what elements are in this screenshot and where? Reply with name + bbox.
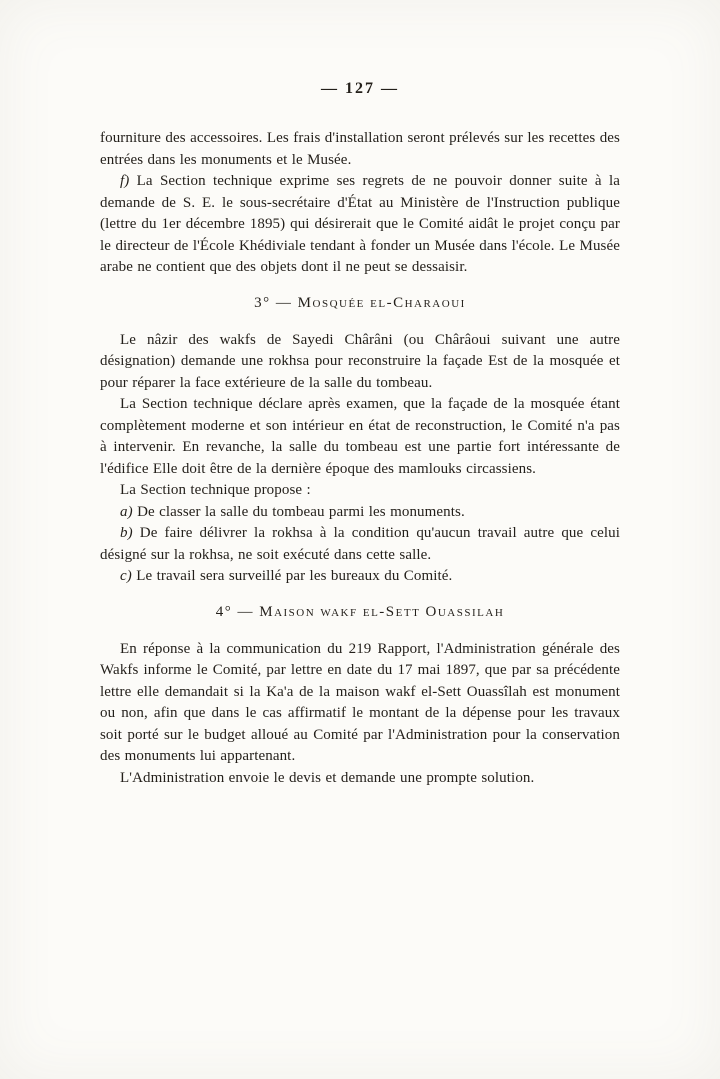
section-heading: 4° — Maison wakf el-Sett Ouassilah: [215, 603, 505, 620]
page-number: — 127 —: [321, 80, 399, 97]
list-letter: f): [120, 173, 130, 189]
paragraph-text: La Section technique exprime ses regrets de ne pouvoir donner suite à la demande de S. E. le sous-secrétaire d'État au Ministère de l'Instruction publique (lettre du 1er décembre 1895) qui désirerait que le Comité aidât le projet conçu par le directeur de l'École Khédiviale tendant à fonder un Musée dans l'école. Le Musée arabe ne contient que des objets dont il ne peut se dessaisir.: [100, 173, 620, 275]
paragraph: En réponse à la communication du 219 Rapport, l'Administration générale des Wakfs informe le Comité, par lettre en date du 17 mai 1897, que par sa précédente lettre elle demandait si la Ka'a de la maison wakf el-Sett Ouassîlah est monument ou non, afin que dans le cas affirmatif le montant de la dépense pour les travaux soit porté sur le budget alloué au Comité par l'Administration pour la conservation des monuments lui appartenant.: [100, 640, 620, 764]
section-heading: 3° — Mosquée el-Charaoui: [254, 294, 466, 311]
paragraph: Le nâzir des wakfs de Sayedi Chârâni (ou Chârâoui suivant une autre désignation) demande une rokhsa pour reconstruire la façade Est de la mosquée et pour réparer la face extérieure de la salle du tombeau.: [100, 331, 620, 391]
list-letter: a): [120, 503, 133, 520]
paragraph: [100, 523, 620, 566]
paragraph: [100, 566, 620, 588]
paragraph-text: De faire délivrer la rokhsa à la condition qu'aucun travail autre que celui désigné sur la rokhsa, ne soit exécuté dans cette salle.: [100, 525, 620, 563]
paragraph: L'Administration envoie le devis et demande une prompte solution.: [120, 769, 535, 786]
paragraph: La Section technique propose :: [120, 482, 311, 498]
paragraph: fourniture des accessoires. Les frais d'installation seront prélevés sur les recettes des entrées dans les monuments et le Musée.: [100, 130, 620, 168]
list-letter: b): [120, 525, 133, 541]
paragraph: [100, 171, 620, 279]
list-letter: c): [120, 568, 132, 584]
paragraph-text: Le travail sera surveillé par les bureaux du Comité.: [136, 568, 453, 584]
paragraph-text: De classer la salle du tombeau parmi les monuments.: [137, 503, 465, 520]
paragraph: La Section technique déclare après examen, que la façade de la mosquée étant complètement moderne et son intérieur en état de reconstruction, le Comité n'a pas à intervenir. En revanche, la salle du tombeau est une partie fort intéressante de l'édifice Elle doit être de la dernière époque des mamlouks circassiens.: [100, 396, 620, 477]
paragraph: [100, 502, 620, 524]
